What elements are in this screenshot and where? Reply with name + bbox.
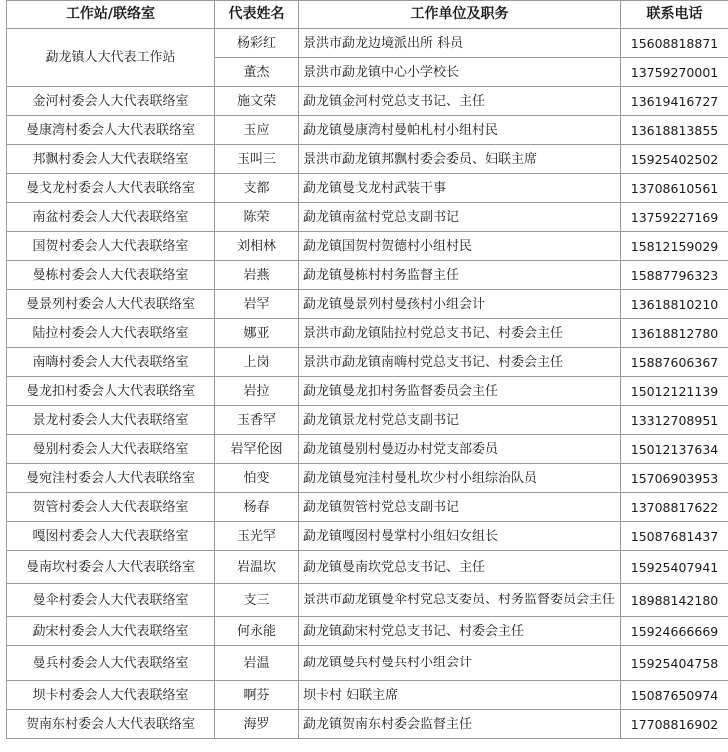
unit-cell[interactable]: 景洪市勐龙镇邦飘村委会委员、妇联主席 xyxy=(299,145,621,174)
unit-cell[interactable]: 勐龙镇贺南东村委会监督主任 xyxy=(299,710,621,739)
name-cell[interactable]: 董杰 xyxy=(215,58,299,87)
table-row xyxy=(7,261,728,290)
station-cell[interactable]: 景龙村委会人大代表联络室 xyxy=(7,406,215,435)
header-row xyxy=(7,1,728,29)
station-cell[interactable]: 南嗨村委会人大代表联络室 xyxy=(7,348,215,377)
name-cell[interactable]: 怕变 xyxy=(215,464,299,493)
header-phone[interactable]: 联系电话 xyxy=(621,1,728,29)
name-cell[interactable]: 支三 xyxy=(215,584,299,617)
unit-cell[interactable]: 景洪市勐龙镇南嗨村党总支书记、村委会主任 xyxy=(299,348,621,377)
phone-cell[interactable]: 15925407941 xyxy=(621,551,728,584)
table-row xyxy=(7,435,728,464)
station-cell[interactable]: 曼别村委会人大代表联络室 xyxy=(7,435,215,464)
unit-cell[interactable]: 勐龙镇国贺村贺德村小组村民 xyxy=(299,232,621,261)
name-cell[interactable]: 海罗 xyxy=(215,710,299,739)
table-row xyxy=(7,493,728,522)
unit-cell[interactable]: 勐龙镇南盆村党总支副书记 xyxy=(299,203,621,232)
unit-cell[interactable]: 勐龙镇曼景列村曼孩村小组会计 xyxy=(299,290,621,319)
header-name[interactable]: 代表姓名 xyxy=(215,1,299,29)
name-cell[interactable]: 岩拉 xyxy=(215,377,299,406)
unit-cell[interactable]: 景洪市勐龙边境派出所 科员 xyxy=(299,29,621,58)
station-cell[interactable]: 勐宋村委会人大代表联络室 xyxy=(7,617,215,646)
table-row xyxy=(7,377,728,406)
station-cell[interactable]: 嘎囡村委会人大代表联络室 xyxy=(7,522,215,551)
table-row xyxy=(7,710,728,739)
station-cell[interactable]: 曼栋村委会人大代表联络室 xyxy=(7,261,215,290)
name-cell[interactable]: 岩罕伦囡 xyxy=(215,435,299,464)
phone-cell[interactable]: 15887606367 xyxy=(621,348,728,377)
station-cell[interactable]: 国贺村委会人大代表联络室 xyxy=(7,232,215,261)
table-row xyxy=(7,617,728,646)
name-cell[interactable]: 刘相林 xyxy=(215,232,299,261)
station-cell[interactable]: 坝卡村委会人大代表联络室 xyxy=(7,681,215,710)
name-cell[interactable]: 岩罕 xyxy=(215,290,299,319)
table-row xyxy=(7,681,728,710)
station-cell[interactable]: 南盆村委会人大代表联络室 xyxy=(7,203,215,232)
station-cell[interactable]: 勐龙镇人大代表工作站 xyxy=(7,29,215,87)
table-row xyxy=(7,464,728,493)
unit-cell[interactable]: 坝卡村 妇联主席 xyxy=(299,681,621,710)
unit-cell[interactable]: 勐龙镇贺管村党总支副书记 xyxy=(299,493,621,522)
phone-cell[interactable]: 13759227169 xyxy=(621,203,728,232)
table-row xyxy=(7,348,728,377)
station-cell[interactable]: 曼兵村委会人大代表联络室 xyxy=(7,646,215,681)
unit-cell[interactable]: 勐龙镇曼康湾村曼帕札村小组村民 xyxy=(299,116,621,145)
name-cell[interactable]: 玉应 xyxy=(215,116,299,145)
station-cell[interactable]: 贺管村委会人大代表联络室 xyxy=(7,493,215,522)
unit-text: 勐龙镇曼兵村曼兵村小组会计 xyxy=(303,656,473,670)
name-cell[interactable]: 玉叫三 xyxy=(215,145,299,174)
name-cell[interactable]: 玉香罕 xyxy=(215,406,299,435)
phone-cell[interactable]: 15087650974 xyxy=(621,681,728,710)
name-cell[interactable]: 玉光罕 xyxy=(215,522,299,551)
unit-cell[interactable]: 景洪市勐龙镇中心小学校长 xyxy=(299,58,621,87)
name-cell[interactable]: 杨彩红 xyxy=(215,29,299,58)
phone-cell[interactable]: 13618810210 xyxy=(621,290,728,319)
name-cell[interactable]: 岩温坎 xyxy=(215,551,299,584)
unit-cell[interactable]: 勐龙镇曼别村曼迈办村党支部委员 xyxy=(299,435,621,464)
table-row xyxy=(7,290,728,319)
station-cell[interactable]: 曼宛洼村委会人大代表联络室 xyxy=(7,464,215,493)
unit-cell[interactable]: 勐龙镇勐宋村党总支书记、村委会主任 xyxy=(299,617,621,646)
phone-cell[interactable]: 13708610561 xyxy=(621,174,728,203)
table-row xyxy=(7,319,728,348)
table-row xyxy=(7,145,728,174)
table-row xyxy=(7,203,728,232)
representative-table xyxy=(6,0,728,739)
station-cell[interactable]: 曼康湾村委会人大代表联络室 xyxy=(7,116,215,145)
name-cell[interactable]: 娜亚 xyxy=(215,319,299,348)
phone-cell[interactable]: 15608818871 xyxy=(621,29,728,58)
unit-cell[interactable]: 勐龙镇曼栋村村务监督主任 xyxy=(299,261,621,290)
name-cell[interactable]: 杨春 xyxy=(215,493,299,522)
name-cell[interactable]: 岩燕 xyxy=(215,261,299,290)
station-cell[interactable]: 曼龙扣村委会人大代表联络室 xyxy=(7,377,215,406)
name-cell[interactable]: 支都 xyxy=(215,174,299,203)
station-cell[interactable]: 曼景列村委会人大代表联络室 xyxy=(7,290,215,319)
name-cell[interactable]: 施文荣 xyxy=(215,87,299,116)
unit-cell[interactable]: 勐龙镇曼龙扣村务监督委员会主任 xyxy=(299,377,621,406)
unit-cell[interactable]: 勐龙镇曼戈龙村武装干事 xyxy=(299,174,621,203)
station-cell[interactable]: 贺南东村委会人大代表联络室 xyxy=(7,710,215,739)
table-row xyxy=(7,522,728,551)
phone-cell[interactable]: 15812159029 xyxy=(621,232,728,261)
phone-cell[interactable]: 13759270001 xyxy=(621,58,728,87)
phone-cell[interactable]: 15924666669 xyxy=(621,617,728,646)
name-cell[interactable]: 啊芬 xyxy=(215,681,299,710)
phone-cell[interactable]: 15925402502 xyxy=(621,145,728,174)
unit-cell[interactable]: 勐龙镇嘎囡村曼掌村小组妇女组长 xyxy=(299,522,621,551)
name-cell[interactable]: 上岗 xyxy=(215,348,299,377)
phone-cell[interactable]: 13619416727 xyxy=(621,87,728,116)
phone-cell[interactable]: 18988142180 xyxy=(621,584,728,617)
unit-cell[interactable] xyxy=(299,584,621,617)
name-cell[interactable]: 岩温 xyxy=(215,646,299,681)
unit-cell[interactable]: 勐龙镇景龙村党总支副书记 xyxy=(299,406,621,435)
station-cell[interactable]: 曼南坎村委会人大代表联络室 xyxy=(7,551,215,584)
unit-cell[interactable]: 景洪市勐龙镇陆拉村党总支书记、村委会主任 xyxy=(299,319,621,348)
table-row xyxy=(7,584,728,617)
station-cell[interactable]: 曼伞村委会人大代表联络室 xyxy=(7,584,215,617)
table-row xyxy=(7,116,728,145)
unit-text: 景洪市勐龙镇曼伞村党总支委员、村务监督委员会主任 xyxy=(303,593,616,607)
phone-cell[interactable]: 15012121139 xyxy=(621,377,728,406)
station-cell[interactable]: 曼戈龙村委会人大代表联络室 xyxy=(7,174,215,203)
table-row xyxy=(7,174,728,203)
unit-cell[interactable]: 勐龙镇曼南坎党总支书记、主任 xyxy=(299,551,621,584)
table-row xyxy=(7,87,728,116)
station-cell[interactable]: 陆拉村委会人大代表联络室 xyxy=(7,319,215,348)
header-unit[interactable]: 工作单位及职务 xyxy=(299,1,621,29)
name-cell[interactable]: 何永能 xyxy=(215,617,299,646)
phone-cell[interactable]: 15012137634 xyxy=(621,435,728,464)
table-row xyxy=(7,232,728,261)
table-row xyxy=(7,406,728,435)
phone-cell[interactable]: 15925404758 xyxy=(621,646,728,681)
station-cell[interactable]: 金河村委会人大代表联络室 xyxy=(7,87,215,116)
phone-cell[interactable]: 15887796323 xyxy=(621,261,728,290)
unit-cell[interactable]: 勐龙镇金河村党总支书记、主任 xyxy=(299,87,621,116)
phone-cell[interactable]: 13312708951 xyxy=(621,406,728,435)
phone-cell[interactable]: 17708816902 xyxy=(621,710,728,739)
unit-cell[interactable]: 勐龙镇曼宛洼村曼札坎少村小组综治队员 xyxy=(299,464,621,493)
phone-cell[interactable]: 13708817622 xyxy=(621,493,728,522)
table-row xyxy=(7,551,728,584)
phone-cell[interactable]: 15706903953 xyxy=(621,464,728,493)
station-cell[interactable]: 邦飘村委会人大代表联络室 xyxy=(7,145,215,174)
table-row xyxy=(7,29,728,58)
name-cell[interactable]: 陈荣 xyxy=(215,203,299,232)
table-row xyxy=(7,646,728,681)
unit-cell[interactable] xyxy=(299,646,621,681)
phone-cell[interactable]: 13618812780 xyxy=(621,319,728,348)
phone-cell[interactable]: 15087681437 xyxy=(621,522,728,551)
header-station[interactable]: 工作站/联络室 xyxy=(7,1,215,29)
phone-cell[interactable]: 13618813855 xyxy=(621,116,728,145)
